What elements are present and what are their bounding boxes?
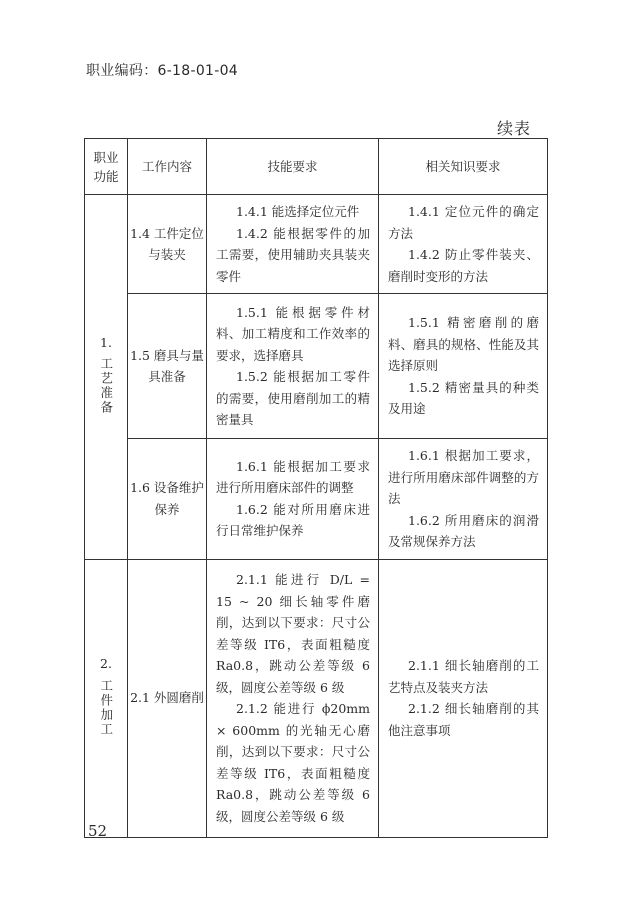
header-knowledge: 相关知识要求 (379, 139, 548, 195)
skills-table (84, 138, 548, 838)
skill-item: 1.6.2 能对所用磨床进行日常维护保养 (216, 501, 370, 539)
work-content-cell: 2.1 外圆磨削 (128, 559, 207, 837)
knowledge-item: 1.5.1 精密磨削的磨料、磨具的规格、性能及其选择原则 (388, 315, 539, 374)
knowledge-item: 2.1.1 细长轴磨削的工艺特点及装夹方法 (388, 658, 539, 695)
work-content-cell: 1.4 工件定位与装夹 (128, 195, 207, 294)
skill-item: 1.4.2 能根据零件的加工需要，使用辅助夹具装夹零件 (216, 225, 370, 284)
continued-label: 续表 (497, 119, 532, 138)
skills-cell (207, 195, 379, 294)
work-content-cell: 1.5 磨具与量具准备 (128, 294, 207, 439)
skills-cell (207, 559, 379, 837)
header-work-content: 工作内容 (128, 139, 207, 195)
function-name: 工艺准备 (98, 357, 114, 416)
page-number: 52 (88, 822, 108, 840)
skill-item: 2.1.1 能进行 D/L = 15 ~ 20 细长轴零件磨削，达到以下要求：尺寸公差等级 IT6，表面粗糙度 Ra0.8，跳动公差等级 6 级，圆度公差等级 6 级 (216, 572, 370, 695)
skill-item: 2.1.2 能进行 ϕ20mm × 600mm 的光轴无心磨削，达到以下要求：尺寸公差等级 IT6，表面粗糙度 Ra0.8，跳动公差等级 6 级，圆度公差等级 6 级 (216, 701, 370, 824)
function-name: 工件加工 (98, 678, 114, 737)
knowledge-item: 1.4.1 定位元件的确定方法 (388, 204, 539, 241)
table-row (85, 195, 548, 294)
table-row (85, 294, 548, 439)
function-number: 1. (100, 334, 112, 350)
knowledge-cell (379, 294, 548, 439)
skill-item: 1.5.2 能根据加工零件的需要，使用磨削加工的精密量具 (216, 369, 370, 427)
function-number: 2. (100, 656, 112, 671)
table-row (85, 559, 548, 837)
skills-cell (207, 439, 379, 560)
knowledge-cell (379, 439, 548, 560)
knowledge-item: 1.6.1 根据加工要求，进行所用磨床部件调整的方法 (388, 448, 539, 506)
occupation-code: 职业编码：6-18-01-04 (86, 63, 239, 79)
work-content-cell: 1.6 设备维护保养 (128, 439, 207, 560)
header-function: 职业功能 (85, 139, 128, 195)
knowledge-cell (379, 195, 548, 294)
function-cell-2 (85, 559, 128, 837)
header-skills: 技能要求 (207, 139, 379, 195)
knowledge-item: 1.5.2 精密量具的种类及用途 (388, 379, 539, 417)
skill-item: 1.4.1 能选择定位元件 (236, 204, 360, 219)
table-header-row (85, 139, 548, 195)
function-cell-1 (85, 195, 128, 560)
skills-cell (207, 294, 379, 439)
skill-item: 1.5.1 能根据零件材料、加工精度和工作效率的要求，选择磨具 (216, 304, 370, 363)
knowledge-item: 2.1.2 细长轴磨削的其他注意事项 (388, 701, 539, 738)
table-row (85, 439, 548, 560)
knowledge-item: 1.6.2 所用磨床的润滑及常规保养方法 (388, 512, 539, 549)
knowledge-cell (379, 559, 548, 837)
skill-item: 1.6.1 能根据加工要求进行所用磨床部件的调整 (216, 458, 370, 496)
knowledge-item: 1.4.2 防止零件装夹、磨削时变形的方法 (388, 247, 539, 284)
